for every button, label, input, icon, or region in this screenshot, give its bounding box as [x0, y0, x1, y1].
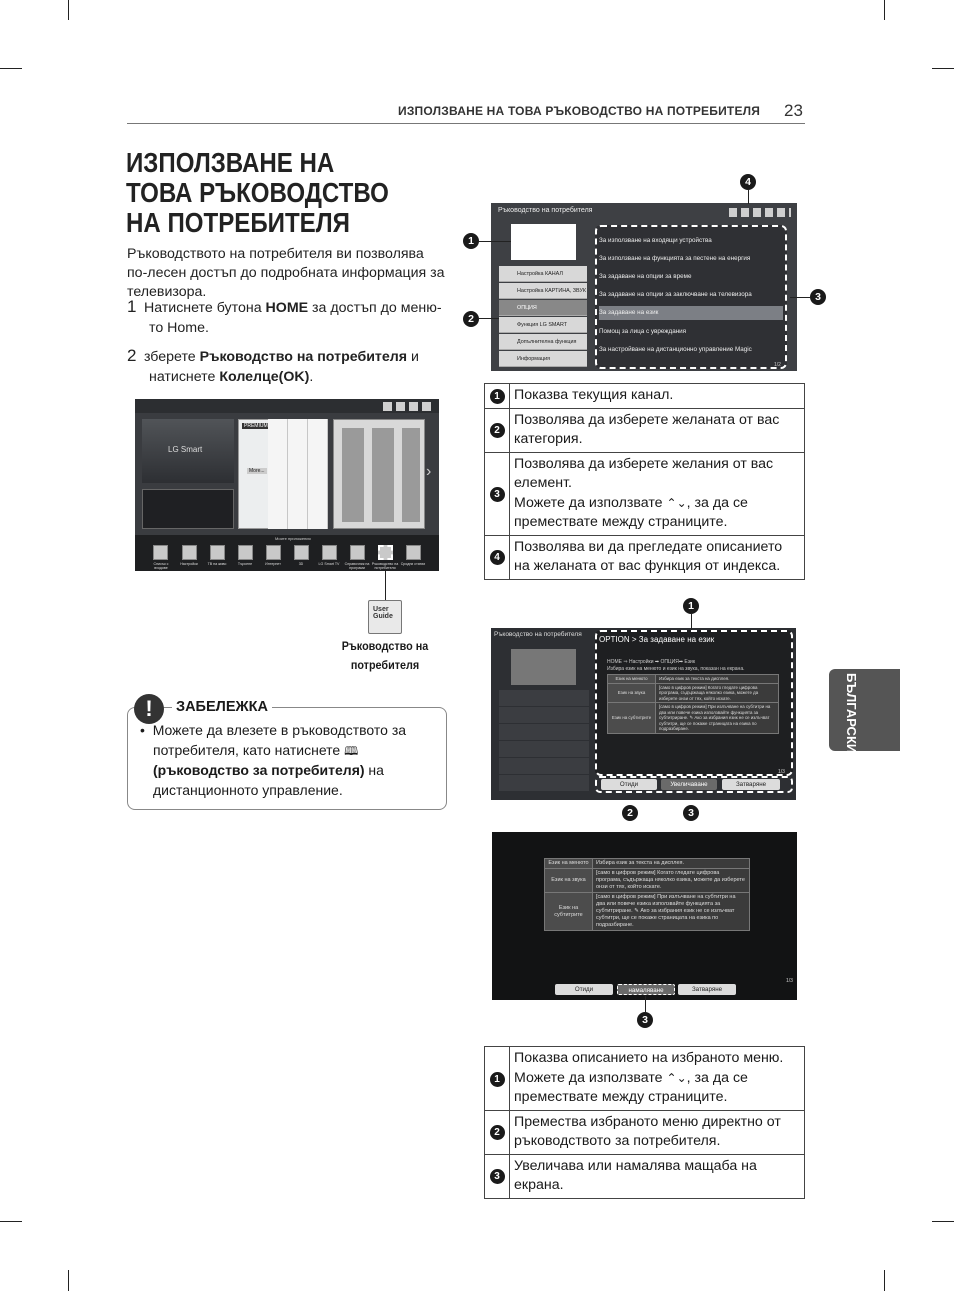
step-2: 2 зберете Ръководство на потребителя и натиснете Колелце(OK).	[127, 346, 419, 385]
search-icon[interactable]	[238, 545, 253, 560]
option-screenshot	[491, 628, 796, 800]
option-desc: Избира език на менюто и език на звука, показан на екрана.	[607, 666, 745, 672]
up-down-arrows-icon: ⌃⌄	[666, 1070, 687, 1085]
note-heading: ЗАБЕЛЕЖКА	[172, 699, 272, 715]
legend-table-2	[484, 1046, 805, 1199]
item[interactable]: Помощ за лица с увреждания	[599, 328, 687, 335]
callout-badge: 4	[740, 174, 756, 190]
program-guide-icon[interactable]	[350, 545, 365, 560]
callout-line	[479, 318, 499, 319]
close-button[interactable]: Затваряне	[722, 779, 780, 790]
item[interactable]: За използване на входящи устройства	[599, 237, 712, 244]
header-rule	[127, 123, 805, 124]
callout-line	[691, 614, 692, 630]
photo-panel	[333, 419, 425, 529]
app-label: 3D	[298, 562, 304, 566]
table-row: 2 Премества избраното меню директно от ръководството за потребителя.	[485, 1110, 805, 1154]
3d-icon[interactable]	[294, 545, 309, 560]
book-icon: 🕮	[344, 743, 359, 758]
app-label: Списък с входове	[153, 562, 169, 570]
next-arrow[interactable]: ›	[426, 463, 432, 480]
category-item[interactable]: Настройка КАНАЛ	[499, 266, 587, 282]
table-row: Език на менюто Избира език за текста на дисплея.	[545, 859, 750, 869]
page-number: 23	[784, 101, 803, 120]
app-label: Интернет	[265, 562, 281, 566]
app-label: Настройки	[180, 562, 198, 566]
my-apps-label: Моите приложения	[275, 536, 311, 541]
related-articles-icon[interactable]	[406, 545, 421, 560]
language-table	[607, 674, 779, 734]
table-row: Език на звука [само в цифров режим] Когато гледате цифрова програма, съдържаща няколко езика, можете да изберете онзи от тях, който искате.	[608, 683, 779, 703]
apps-grid	[268, 419, 328, 529]
callout-badge: 1	[463, 233, 479, 249]
table-row: 4 Позволява ви да прегледате описанието на желаната от вас функция от индекса.	[485, 535, 805, 579]
category-item[interactable]: Допълнителна функция	[499, 334, 587, 350]
callout-line	[645, 996, 646, 1012]
lg-smart-tile	[142, 419, 234, 483]
intro-paragraph: Ръководството на потребителя ви позволява по-лесен достъп до подробната информация за телевизора.	[127, 246, 445, 300]
channel-preview	[511, 649, 576, 685]
callout-badge: 3	[637, 1012, 653, 1028]
more-label: More...	[249, 468, 265, 474]
callout-line	[479, 241, 511, 242]
category-item-selected[interactable]: ОПЦИЯ	[499, 300, 587, 316]
app-label: Търсене	[237, 562, 253, 566]
callout-badge: 1	[683, 598, 699, 614]
table-row: 3 Увеличава или намалява мащаба на екрана.	[485, 1154, 805, 1198]
table-row: Език на менюто Избира език за текста на дисплея.	[608, 675, 779, 684]
user-guide-screenshot	[491, 203, 797, 371]
crop-mark	[884, 1270, 885, 1291]
channel-preview	[511, 224, 576, 260]
table-row: 1 Показва описанието на избраното меню. Можете да използвате ⌃⌄, за да се премествате между страниците.	[485, 1047, 805, 1111]
step-number: 1	[127, 297, 137, 316]
app-label: Сродни статии	[400, 562, 426, 566]
table-row: Език на звука [само в цифров режим] Когато гледате цифрова програма, съдържаща няколко езика, можете да изберете онзи от тях, който искате.	[545, 869, 750, 893]
callout-line	[790, 297, 810, 298]
crop-mark	[68, 1270, 69, 1291]
settings-icon[interactable]	[182, 545, 197, 560]
page-indicator: 1/3	[786, 978, 793, 984]
app-label: ТВ на живо	[207, 562, 227, 566]
lg-smart-tv-icon[interactable]	[322, 545, 337, 560]
photo-thumb	[342, 428, 420, 522]
table-row: Език на субтитрите [само в цифров режим] При излъчване на субтитри на два или повече езика използвайте функцията за субтитриране. ✎ Ако за избрания език не се излъчват субтитри, ще се покаже страницата на езика по подразбиране.	[608, 703, 779, 734]
figure-caption: Ръководство на потребителя	[341, 639, 429, 672]
exclamation-icon: !	[134, 694, 164, 724]
close-button[interactable]: Затваряне	[678, 984, 736, 995]
user-guide-icon-label: User Guide	[373, 606, 393, 620]
crop-mark	[0, 68, 22, 69]
table-row: 3 Позволява да изберете желания от вас елемент. Можете да използвате ⌃⌄, за да се премествате между страниците.	[485, 452, 805, 535]
go-button[interactable]: Отиди	[601, 779, 657, 790]
table-row: 2 Позволява да изберете желаната от вас категория.	[485, 408, 805, 452]
video-tile	[142, 489, 234, 529]
go-button[interactable]: Отиди	[555, 984, 613, 995]
category-item[interactable]: Настройка КАРТИНА, ЗВУК	[499, 283, 587, 299]
up-down-arrows-icon: ⌃⌄	[666, 495, 687, 510]
category-item[interactable]: Информация	[499, 351, 587, 367]
premium-label: PREMIUM	[244, 423, 268, 429]
internet-icon[interactable]	[266, 545, 281, 560]
zoom-in-button[interactable]: Увеличаване	[661, 779, 717, 790]
user-guide-icon-enlarged	[368, 600, 402, 634]
crop-mark	[884, 0, 885, 20]
input-list-icon[interactable]	[153, 545, 168, 560]
item[interactable]: За задаване на опции за заключване на телевизора	[599, 291, 752, 298]
side-tab-label: БЪЛГАРСКИ	[844, 673, 859, 754]
item[interactable]: За задаване на опции за време	[599, 273, 692, 280]
callout-badge: 3	[683, 805, 699, 821]
note-text: • Можете да влезете в ръководството за потребителя, като натиснете 🕮(ръководство за потребителя) на дистанционното управление.	[140, 722, 407, 798]
app-label: Ръководство на потребителя	[371, 562, 399, 570]
legend-table-1	[484, 383, 805, 580]
step-number: 2	[127, 346, 137, 365]
page-title: ИЗПОЛЗВАНЕ НА ТОВА РЪКОВОДСТВО НА ПОТРЕБИТЕЛЯ	[126, 147, 389, 238]
app-label: Справочник на програми	[344, 562, 370, 570]
table-row: 1 Показва текущия канал.	[485, 384, 805, 409]
crop-mark	[932, 68, 954, 69]
live-tv-icon[interactable]	[210, 545, 225, 560]
zoomed-screenshot	[492, 832, 797, 1000]
callout-badge: 2	[463, 311, 479, 327]
page-indicator: 1/3	[778, 769, 785, 775]
table-row: Език на субтитрите [само в цифров режим] При излъчване на субтитри на два или повече езика използвайте функцията за субтитриране. ✎ Ако за избрания език не се излъчват субтитри, ще се покаже страницата на езика по подразбиране.	[545, 893, 750, 931]
running-title: ИЗПОЛЗВАНЕ НА ТОВА РЪКОВОДСТВО НА ПОТРЕБИТЕЛЯ	[398, 104, 761, 118]
lg-smart-label: LG Smart	[168, 445, 203, 454]
page-indicator: 1/2	[774, 362, 781, 368]
item[interactable]: За настройване на дистанционно управление Magic	[599, 346, 752, 353]
guide-title: Ръководство на потребителя	[494, 631, 582, 638]
guide-top-icons	[729, 208, 791, 217]
callout-line	[748, 190, 749, 204]
item[interactable]: За използване на функцията за пестене на енергия	[599, 255, 751, 262]
callout-badge: 3	[810, 289, 826, 305]
user-guide-icon[interactable]	[378, 545, 393, 560]
zoom-out-button[interactable]: намаляване	[617, 984, 675, 995]
step-1: 1 Натиснете бутона HOME за достъп до меню- то Home.	[127, 297, 442, 336]
language-table-zoomed	[544, 858, 750, 931]
callout-line	[385, 571, 386, 600]
item-selected[interactable]: За задаване на език	[599, 306, 783, 320]
app-label: LG Smart TV	[318, 562, 340, 566]
crop-mark	[0, 1221, 22, 1222]
option-header: OPTION > За задаване на език	[599, 635, 715, 644]
option-path: HOME ⇒ Настройки ➡ ОПЦИЯ➡ Език	[607, 659, 696, 665]
toolbar-icons	[383, 402, 435, 411]
crop-mark	[932, 1221, 954, 1222]
category-item[interactable]: Функция LG SMART	[499, 317, 587, 333]
guide-title: Ръководство на потребителя	[498, 207, 593, 214]
language-side-tab	[829, 669, 900, 754]
home-screen-screenshot	[135, 399, 439, 571]
dim-categories	[499, 690, 589, 792]
callout-badge: 2	[622, 805, 638, 821]
crop-mark	[68, 0, 69, 20]
